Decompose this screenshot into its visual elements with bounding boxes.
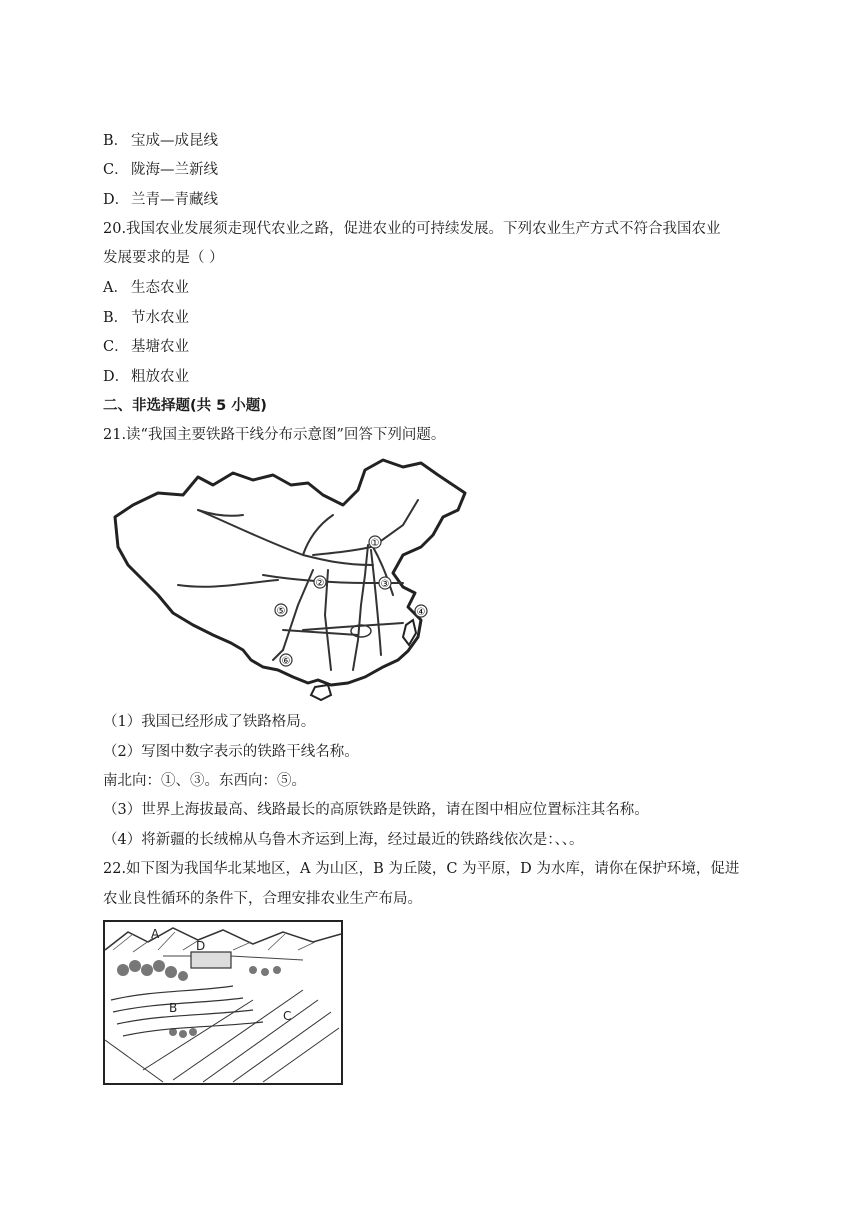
marker-3: ③	[380, 579, 390, 590]
china-railway-map	[103, 455, 473, 705]
q21-sub-2-answer: 南北向：①、③。东西向：⑤。	[103, 773, 306, 789]
rail-line-jingchuan	[303, 515, 333, 555]
marker-6: ⑥	[281, 656, 291, 667]
q20-option-c: C． 基塘农业	[103, 339, 189, 355]
rail-line-xinjiang-north	[198, 510, 243, 516]
china-outline	[115, 460, 465, 685]
farmland-sketch	[103, 920, 343, 1085]
rail-line-hada	[378, 500, 418, 543]
q20-option-d: D． 粗放农业	[103, 369, 189, 385]
rail-line-qingzang	[178, 580, 278, 587]
label-a: A	[151, 927, 160, 941]
q20-option-a: A． 生态农业	[103, 280, 189, 296]
q20-option-b: B． 节水农业	[103, 310, 189, 326]
q21-sub-2: （2）写图中数字表示的铁路干线名称。	[103, 744, 359, 760]
option-b-prev: B． 宝成—成昆线	[103, 133, 218, 149]
q21-sub-3: （3）世界上海拔最高、线路最长的高原铁路是铁路，请在图中相应位置标注其名称。	[103, 802, 649, 818]
railway-map-figure	[103, 455, 473, 705]
question-22-stem: 22.如下图为我国华北某地区，A 为山区，B 为丘陵，C 为平原，D 为水库，请你在保护环境，促进	[103, 861, 740, 877]
q21-sub-4: （4）将新疆的长绒棉从乌鲁木齐运到上海，经过最近的铁路线依次是：、、。	[103, 832, 584, 848]
question-22-stem-cont: 农业良性循环的条件下，合理安排农业生产布局。	[103, 891, 422, 907]
label-c: C	[283, 1009, 292, 1023]
marker-1: ①	[370, 538, 380, 549]
q21-sub-1: （1）我国已经形成了铁路格局。	[103, 714, 316, 730]
figure-frame	[104, 921, 342, 1084]
reservoir-dam	[191, 952, 231, 968]
question-20-stem-cont: 发展要求的是（ ）	[103, 250, 224, 266]
farmland-figure	[103, 920, 343, 1085]
marker-5: ⑤	[276, 606, 286, 617]
marker-4: ④	[416, 607, 426, 618]
marker-2: ②	[315, 578, 325, 589]
option-d-prev: D． 兰青—青藏线	[103, 192, 218, 208]
section-heading: 二、非选择题(共 5 小题)	[103, 398, 267, 414]
rail-line-xiangqian	[283, 630, 358, 635]
rail-line-jingbao	[313, 547, 371, 555]
rail-line-jiaoliu	[325, 570, 331, 670]
question-20-stem: 20.我国农业发展须走现代农业之路，促进农业的可持续发展。下列农业生产方式不符合我国农业	[103, 221, 721, 237]
question-21-stem: 21.读“我国主要铁路干线分布示意图”回答下列问题。	[103, 427, 446, 443]
option-c-prev: C． 陇海—兰新线	[103, 162, 218, 178]
rail-line-jingjiu	[371, 550, 381, 655]
rail-line-lanxin	[198, 510, 373, 565]
label-b: B	[169, 1001, 178, 1015]
label-d: D	[196, 939, 206, 953]
hainan-island	[311, 685, 331, 700]
